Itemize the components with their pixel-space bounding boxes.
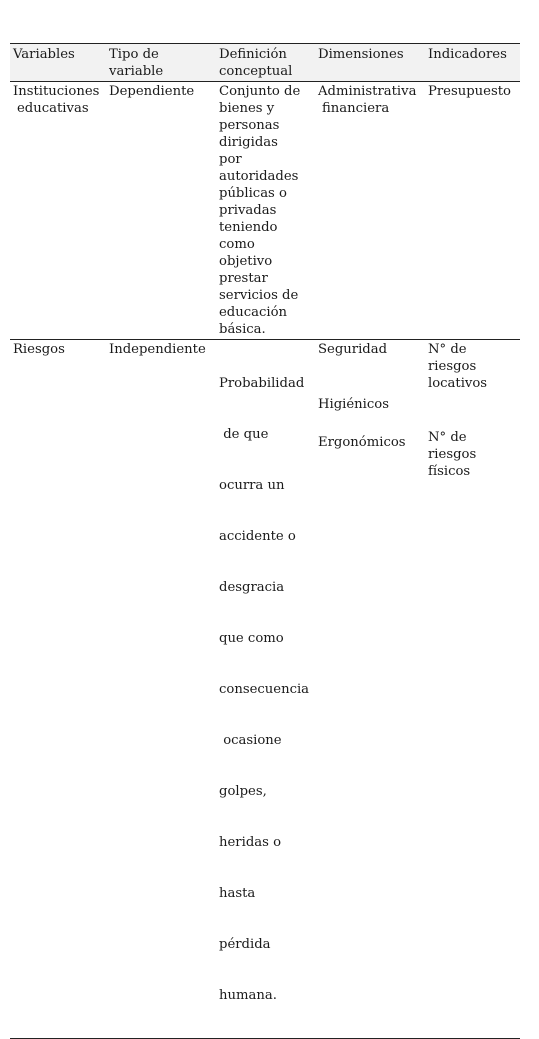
indicador-1-line: locativos — [428, 376, 488, 391]
definicion-line: Probabilidad — [219, 376, 305, 391]
definicion-line: servicios de — [219, 288, 299, 303]
variable-line2: educativas — [17, 101, 89, 116]
definicion-line: por — [219, 152, 242, 167]
header-tipo-line2: variable — [109, 64, 164, 79]
definicion-line: objetivo — [219, 254, 273, 269]
cell-indicadores — [425, 82, 520, 340]
definicion-text — [219, 341, 313, 1038]
variable-line1: Instituciones — [13, 84, 100, 99]
definicion-line: accidente o — [219, 529, 296, 544]
definicion-line: hasta — [219, 886, 256, 901]
definicion-line: dirigidas — [219, 135, 278, 150]
table-row — [10, 82, 520, 340]
header-definicion — [216, 44, 315, 82]
header-dimensiones — [315, 44, 425, 82]
definicion-line: como — [219, 237, 255, 252]
dimension-line2: financiera — [322, 101, 390, 116]
header-definicion-line1: Definición — [219, 47, 287, 62]
definicion-line: de que — [219, 427, 269, 442]
variables-table — [10, 43, 520, 1039]
definicion-line: consecuencia — [219, 682, 310, 697]
definicion-line: desgracia — [219, 580, 285, 595]
variable-value: Riesgos — [13, 342, 65, 357]
cell-indicadores — [425, 340, 520, 1039]
definicion-line: ocasione — [219, 733, 282, 748]
header-row — [10, 44, 520, 82]
table-row — [10, 340, 520, 1039]
definicion-line: prestar — [219, 271, 268, 286]
cell-dimensiones — [315, 82, 425, 340]
cell-variable — [10, 340, 106, 1039]
indicador-1-line: riesgos — [428, 359, 477, 374]
dimension-seguridad: Seguridad — [318, 342, 388, 357]
cell-dimensiones — [315, 340, 425, 1039]
tipo-value: Independiente — [109, 342, 206, 357]
header-dimensiones-label: Dimensiones — [318, 47, 404, 62]
definicion-line: que como — [219, 631, 284, 646]
definicion-line: privadas — [219, 203, 277, 218]
definicion-line: públicas o — [219, 186, 287, 201]
definicion-text — [219, 83, 313, 338]
cell-tipo — [106, 340, 216, 1039]
definicion-line: educación — [219, 305, 288, 320]
indicador-value: Presupuesto — [428, 84, 511, 99]
cell-variable — [10, 82, 106, 340]
cell-tipo — [106, 82, 216, 340]
definicion-line: autoridades — [219, 169, 299, 184]
header-indicadores-label: Indicadores — [428, 47, 507, 62]
dimension-line1: Administrativa — [318, 84, 417, 99]
header-variables — [10, 44, 106, 82]
definicion-line: humana. — [219, 988, 277, 1003]
definicion-line: ocurra un — [219, 478, 285, 493]
definicion-line: heridas o — [219, 835, 282, 850]
definicion-line: pérdida — [219, 937, 271, 952]
header-variables-label: Variables — [13, 47, 75, 62]
indicador-2-line: físicos — [428, 464, 471, 479]
header-tipo — [106, 44, 216, 82]
header-definicion-line2: conceptual — [219, 64, 293, 79]
header-indicadores — [425, 44, 520, 82]
definicion-line: teniendo — [219, 220, 278, 235]
dimension-higienicos: Higiénicos — [318, 397, 389, 412]
cell-definicion — [216, 82, 315, 340]
definicion-line: golpes, — [219, 784, 267, 799]
indicador-1-line: N° de — [428, 342, 467, 357]
cell-definicion — [216, 340, 315, 1039]
tipo-value: Dependiente — [109, 84, 195, 99]
definicion-line: bienes y — [219, 101, 275, 116]
definicion-line: Conjunto de — [219, 84, 301, 99]
indicador-2-line: N° de — [428, 430, 467, 445]
definicion-line: personas — [219, 118, 280, 133]
table-header — [10, 44, 520, 82]
table-body — [10, 82, 520, 1039]
indicador-2-line: riesgos — [428, 447, 477, 462]
dimension-ergonomicos: Ergonómicos — [318, 435, 406, 450]
header-tipo-line1: Tipo de — [109, 47, 159, 62]
definicion-line: básica. — [219, 322, 266, 337]
